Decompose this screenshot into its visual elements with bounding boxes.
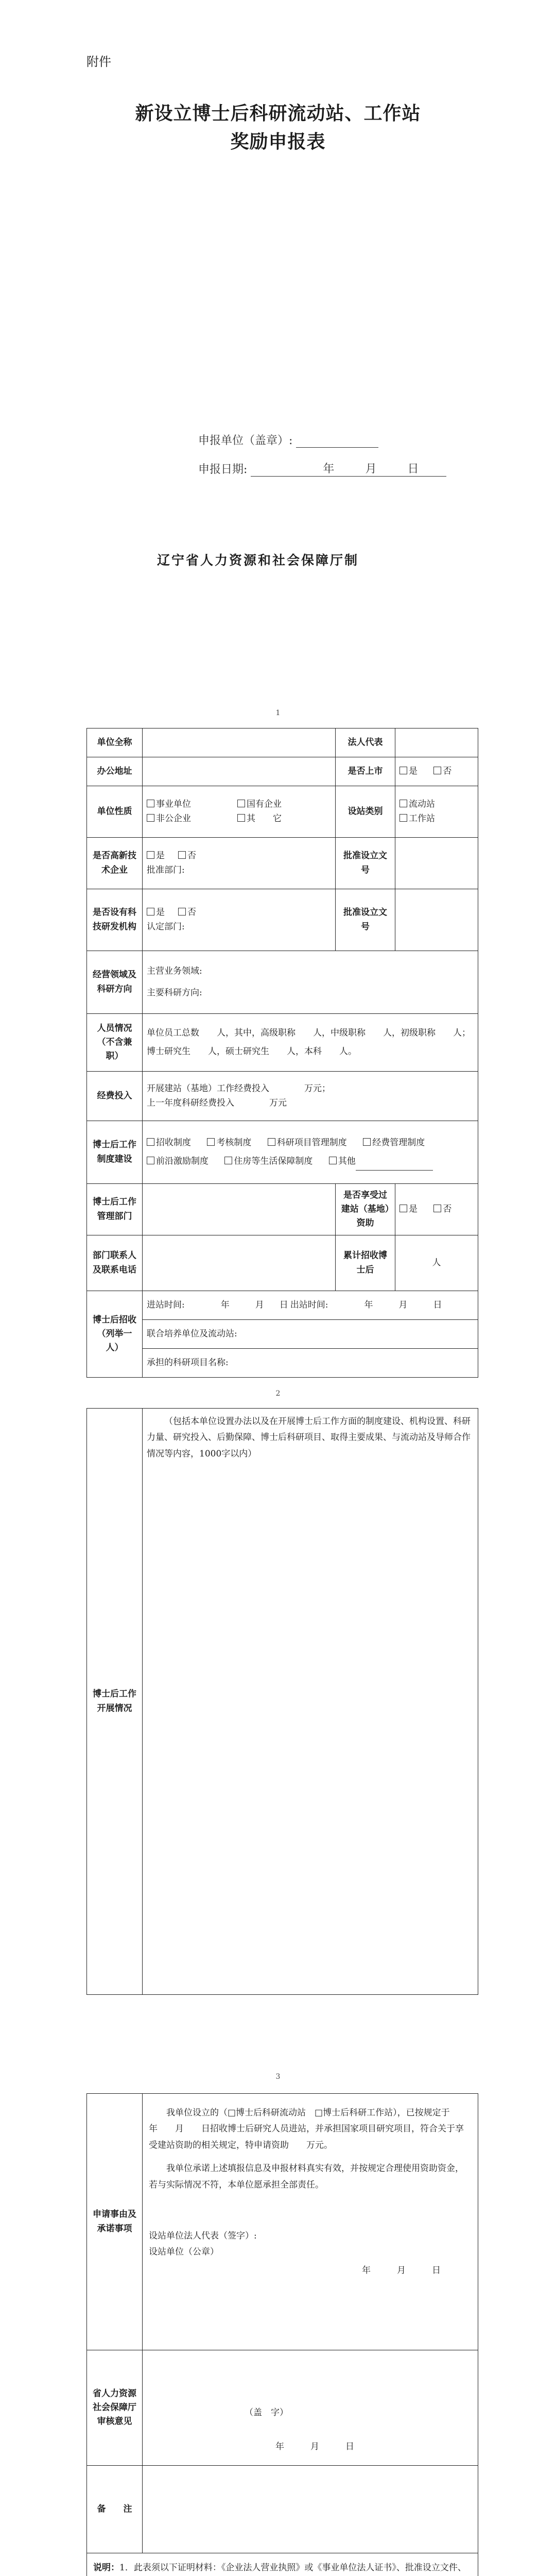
base-funded-label: 是否享受过建站（基地）资助 bbox=[336, 1184, 395, 1235]
mgmt-dept-label: 博士后工作管理部门 bbox=[87, 1184, 143, 1235]
station-type-label: 设站类别 bbox=[336, 786, 395, 838]
hightech-options bbox=[143, 838, 336, 889]
sys-opt-other[interactable]: 其他 bbox=[329, 1153, 433, 1171]
unit-name-field[interactable] bbox=[143, 728, 336, 757]
unit-nature-label: 单位性质 bbox=[87, 786, 143, 838]
notes-label: 说明： bbox=[93, 2563, 119, 2573]
hightech-yes[interactable]: 是 bbox=[147, 849, 165, 863]
total-recruit-field[interactable] bbox=[395, 1235, 478, 1291]
project-field[interactable]: 承担的科研项目名称: bbox=[143, 1349, 478, 1378]
station-type-options bbox=[395, 786, 478, 838]
remark-field[interactable] bbox=[143, 2466, 478, 2553]
approve-doc-label: 批准设立文 号 bbox=[336, 838, 395, 889]
rd-org-yes[interactable]: 是 bbox=[147, 906, 165, 920]
station-opt-mobile[interactable]: 流动站 bbox=[399, 798, 474, 811]
dept-date: 年 月 日 bbox=[275, 2442, 354, 2452]
sys-opt-incentive[interactable]: 前沿激励制度 bbox=[147, 1153, 208, 1171]
legal-rep-field[interactable] bbox=[395, 728, 478, 757]
cover-unit-label: 申报单位（盖章）: bbox=[198, 434, 293, 447]
checkbox-icon bbox=[207, 1138, 215, 1146]
checkbox-icon bbox=[363, 1138, 371, 1146]
address-label: 办公地址 bbox=[87, 757, 143, 786]
issuing-organization: 辽宁省人力资源和社会保障厅制 bbox=[157, 553, 359, 568]
person-unit: 人 bbox=[432, 1257, 441, 1268]
system-label: 博士后工作制度建设 bbox=[87, 1121, 143, 1184]
dept-opinion-content[interactable] bbox=[143, 2350, 478, 2466]
checkbox-icon bbox=[329, 1157, 337, 1164]
attachment-label: 附件 bbox=[86, 55, 111, 69]
application-sign2: 设站单位（公章） bbox=[149, 2246, 219, 2257]
hightech-label: 是否高新技术企业 bbox=[87, 838, 143, 889]
dept-seal: （盖 字） bbox=[245, 2407, 288, 2418]
base-funded-yes[interactable]: 是 bbox=[399, 1202, 418, 1216]
coop-mentor-field[interactable]: 联合培养单位及流动站: bbox=[143, 1320, 478, 1349]
total-recruit-label: 累计招收博士后 bbox=[336, 1235, 395, 1291]
application-date: 年 月 日 bbox=[362, 2265, 441, 2276]
listed-no[interactable]: 否 bbox=[433, 765, 451, 778]
form-work-status bbox=[86, 1408, 478, 1995]
form-application bbox=[86, 2093, 478, 2576]
checkbox-icon bbox=[268, 1138, 275, 1146]
contact-label: 部门联系人及联系电话 bbox=[87, 1235, 143, 1291]
funds-line2: 上一年度科研经费投入 万元 bbox=[147, 1097, 287, 1108]
note-1-text: 1．此表须以下证明材料：《企业法人营业执照》或《事业单位法人证书》、批准设立文件、 bbox=[119, 2563, 466, 2573]
hightech-no[interactable]: 否 bbox=[178, 849, 196, 863]
work-status-hint: （包括本单位设置办法以及在开展博士后工作方面的制度建设、机构设置、科研力量、研究投入、后勤保障、博士后科研项目、取得主要成果、与流动站及导师合作情况等内容，1000字以内） bbox=[147, 1416, 471, 1459]
sys-opt-funds[interactable]: 经费管理制度 bbox=[363, 1134, 425, 1153]
mgmt-dept-field[interactable] bbox=[143, 1184, 336, 1235]
checkbox-icon bbox=[433, 1205, 441, 1212]
checkbox-icon bbox=[224, 1157, 232, 1164]
nature-opt-private[interactable]: 非公企业 bbox=[147, 812, 224, 826]
page-number-2: 2 bbox=[275, 1389, 281, 1398]
approve-doc-field[interactable] bbox=[395, 838, 478, 889]
nature-opt-other[interactable]: 其 它 bbox=[237, 812, 282, 826]
checkbox-icon bbox=[399, 767, 407, 774]
checkbox-icon bbox=[147, 1138, 154, 1146]
staff-label: 人员情况（不含兼职） bbox=[87, 1014, 143, 1072]
listed-yes[interactable]: 是 bbox=[399, 765, 418, 778]
checkbox-icon bbox=[178, 908, 186, 916]
base-funded-options bbox=[395, 1184, 478, 1235]
base-funded-no[interactable]: 否 bbox=[433, 1202, 451, 1216]
funds-content[interactable] bbox=[143, 1072, 478, 1121]
checkbox-icon bbox=[147, 814, 154, 822]
recruit-intro-label: 博士后招收（列举一人） bbox=[87, 1291, 143, 1378]
application-content[interactable] bbox=[143, 2094, 478, 2350]
checkbox-icon bbox=[433, 767, 441, 774]
application-sign1: 设站单位法人代表（签字）: bbox=[149, 2231, 257, 2242]
checkbox-icon bbox=[237, 814, 245, 822]
approve-doc-label-2: 批准设立文 号 bbox=[336, 889, 395, 951]
cover-date-line bbox=[198, 460, 446, 477]
rd-org-label: 是否设有科技研发机构 bbox=[87, 889, 143, 951]
page-number-3: 3 bbox=[275, 2073, 281, 2081]
cover-unit-line bbox=[198, 432, 378, 448]
address-field[interactable] bbox=[143, 757, 336, 786]
work-status-content[interactable] bbox=[143, 1409, 478, 1995]
other-blank bbox=[356, 1170, 433, 1171]
checkbox-icon bbox=[237, 800, 245, 807]
remark-label: 备 注 bbox=[87, 2466, 143, 2553]
rd-org-recog-dept: 认定部门: bbox=[147, 921, 185, 932]
listed-options bbox=[395, 757, 478, 786]
field-main-research: 主要科研方向: bbox=[147, 987, 202, 998]
page-number-1: 1 bbox=[275, 709, 281, 717]
system-options bbox=[143, 1121, 478, 1184]
rd-org-options bbox=[143, 889, 336, 951]
nature-opt-public-institution[interactable]: 事业单位 bbox=[147, 798, 224, 811]
page-title-line2: 奖励申报表 bbox=[230, 131, 326, 152]
form-basic-info bbox=[86, 728, 478, 1378]
cover-date-blank: 年 月 日 bbox=[251, 460, 446, 477]
sys-opt-assess[interactable]: 考核制度 bbox=[207, 1134, 251, 1153]
checkbox-icon bbox=[147, 908, 154, 916]
hightech-approve-dept: 批准部门: bbox=[147, 865, 185, 875]
checkbox-icon bbox=[147, 800, 154, 807]
unit-nature-options bbox=[143, 786, 336, 838]
legal-rep-label: 法人代表 bbox=[336, 728, 395, 757]
field-label: 经营领域及科研方向 bbox=[87, 951, 143, 1014]
checkbox-icon bbox=[147, 851, 154, 859]
listed-label: 是否上市 bbox=[336, 757, 395, 786]
sys-opt-housing[interactable]: 住房等生活保障制度 bbox=[224, 1153, 312, 1171]
nature-opt-state-owned[interactable]: 国有企业 bbox=[237, 798, 282, 811]
cover-unit-blank bbox=[296, 447, 378, 448]
field-content[interactable] bbox=[143, 951, 478, 1014]
work-status-label: 博士后工作开展情况 bbox=[87, 1409, 143, 1995]
staff-content[interactable]: 单位员工总数 人，其中，高级职称 人，中级职称 人，初级职称 人；博士研究生 人，硕士研究生 人，本科 人。 bbox=[143, 1014, 478, 1072]
application-para1: 我单位设立的（□博士后科研流动站 □博士后科研工作站），已按规定于 年 月 日招收博士后研究人员进站，并承担国家项目研究项目，符合关于享受建站资助的相关规定，特申请资助 万元。 bbox=[149, 2108, 467, 2150]
checkbox-icon bbox=[399, 800, 407, 807]
checkbox-icon bbox=[178, 851, 186, 859]
checkbox-icon bbox=[399, 1205, 407, 1212]
application-label: 申请事由及承诺事项 bbox=[87, 2094, 143, 2350]
cover-date-label: 申报日期: bbox=[198, 463, 248, 476]
dept-opinion-label: 省人力资源社会保障厅审核意见 bbox=[87, 2350, 143, 2466]
contact-field[interactable] bbox=[143, 1235, 336, 1291]
checkbox-icon bbox=[147, 1157, 154, 1164]
approve-doc-field-2[interactable] bbox=[395, 889, 478, 951]
page-title-line1: 新设立博士后科研流动站、工作站 bbox=[135, 103, 421, 124]
note-1 bbox=[93, 2561, 472, 2576]
application-para2: 我单位承诺上述填报信息及申报材料真实有效，并按规定合理使用资助资金，若与实际情况不符，本单位愿承担全部责任。 bbox=[149, 2163, 464, 2190]
field-main-business: 主营业务领域: bbox=[147, 966, 202, 977]
notes-block bbox=[87, 2553, 478, 2576]
funds-label: 经费投入 bbox=[87, 1072, 143, 1121]
funds-line1: 开展建站（基地）工作经费投入 万元； bbox=[147, 1083, 331, 1094]
sys-opt-recruit[interactable]: 招收制度 bbox=[147, 1134, 191, 1153]
station-opt-work[interactable]: 工作站 bbox=[399, 812, 474, 826]
station-dates[interactable]: 进站时间: 年 月 日 出站时间: 年 月 日 bbox=[143, 1291, 478, 1320]
sys-opt-project[interactable]: 科研项目管理制度 bbox=[268, 1134, 347, 1153]
rd-org-no[interactable]: 否 bbox=[178, 906, 196, 920]
checkbox-icon bbox=[399, 814, 407, 822]
unit-name-label: 单位全称 bbox=[87, 728, 143, 757]
